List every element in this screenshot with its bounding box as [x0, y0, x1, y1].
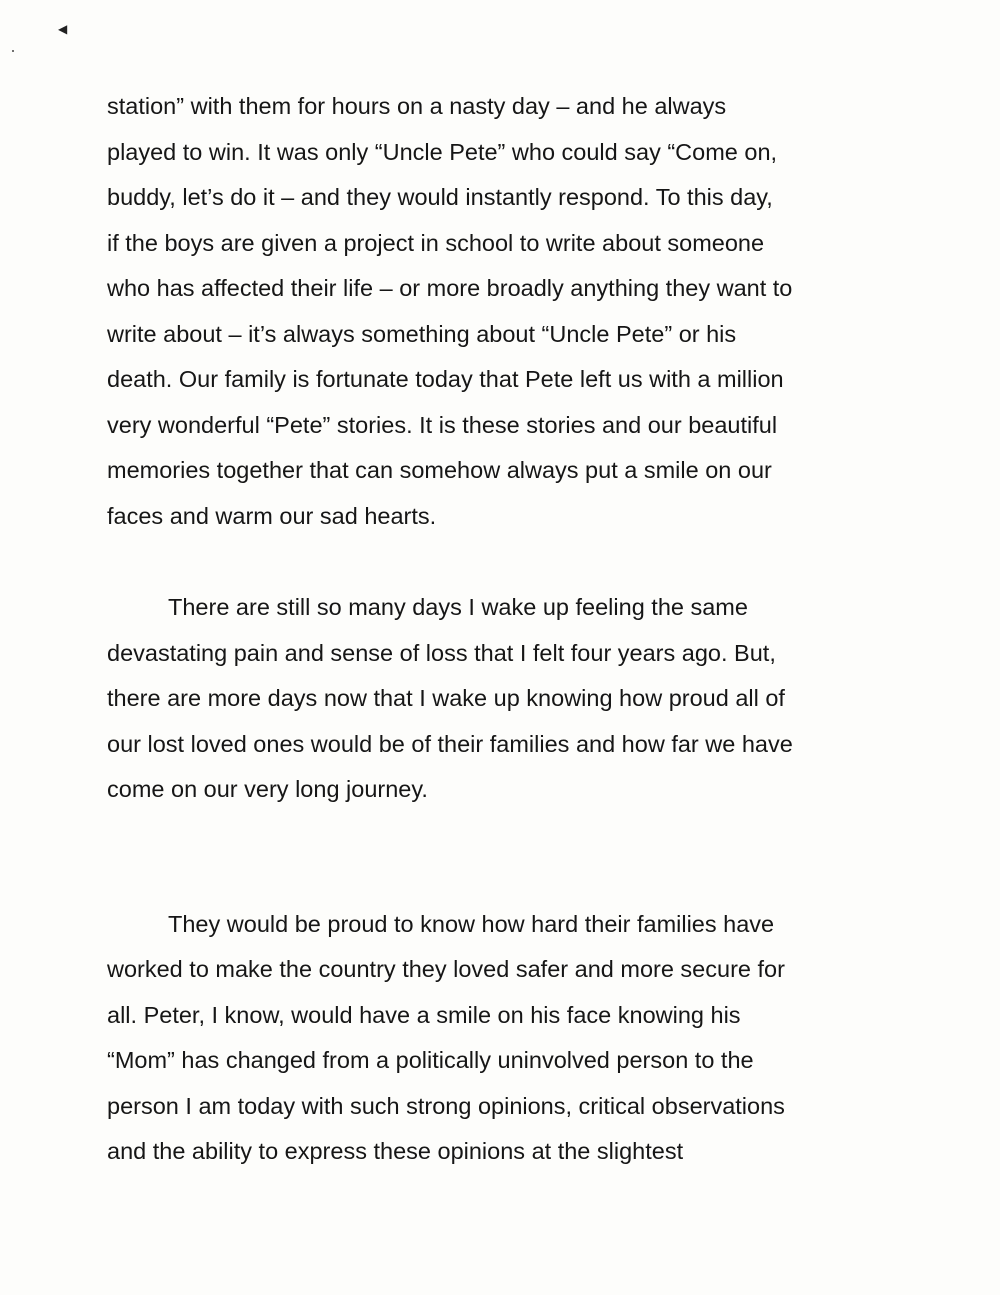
text-line: They would be proud to know how hard their families have	[168, 911, 775, 937]
text-line: worked to make the country they loved safer and more secure for	[107, 956, 785, 982]
text-line: “Mom” has changed from a politically uninvolved person to the	[107, 1047, 754, 1073]
text-line: devastating pain and sense of loss that I felt four years ago. But,	[107, 640, 776, 666]
text-line: if the boys are given a project in school to write about someone	[107, 230, 765, 256]
scan-artifact-dot	[12, 50, 14, 52]
text-line: who has affected their life – or more broadly anything they want to	[107, 275, 793, 301]
text-line: our lost loved ones would be of their families and how far we have	[107, 731, 793, 757]
text-line: faces and warm our sad hearts.	[107, 503, 437, 529]
text-line: There are still so many days I wake up feeling the same	[168, 594, 748, 620]
text-line: death. Our family is fortunate today that Pete left us with a million	[107, 366, 784, 392]
text-line: come on our very long journey.	[107, 776, 428, 802]
text-line: write about – it’s always something about “Uncle Pete” or his	[107, 321, 737, 347]
text-line: station” with them for hours on a nasty day – and he always	[107, 93, 727, 119]
text-line: memories together that can somehow always put a smile on our	[107, 457, 772, 483]
text-line: very wonderful “Pete” stories. It is these stories and our beautiful	[107, 412, 778, 438]
text-line: buddy, let’s do it – and they would instantly respond. To this day,	[107, 184, 773, 210]
text-line: all. Peter, I know, would have a smile on his face knowing his	[107, 1002, 741, 1028]
scan-artifact-mark: ◀	[58, 22, 68, 36]
text-line: and the ability to express these opinions at the slightest	[107, 1138, 684, 1164]
text-line: there are more days now that I wake up knowing how proud all of	[107, 685, 785, 711]
text-line: person I am today with such strong opinions, critical observations	[107, 1093, 785, 1119]
text-line: played to win. It was only “Uncle Pete” who could say “Come on,	[107, 139, 778, 165]
